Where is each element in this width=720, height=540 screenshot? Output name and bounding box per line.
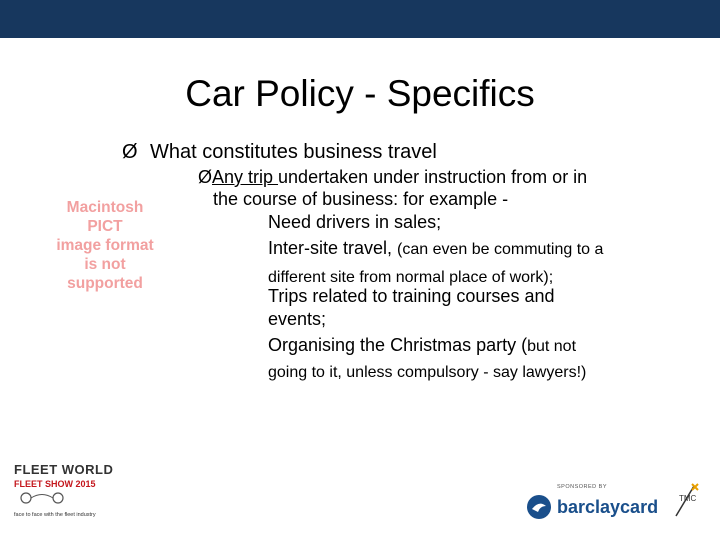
- list-item: [268, 333, 586, 385]
- list-item-text: events;: [268, 309, 327, 329]
- bullet-level2: [198, 166, 587, 188]
- bullet-level1-text: What constitutes business travel: [150, 141, 437, 163]
- bullet-level2-continuation: the course of business: for example -: [213, 189, 509, 209]
- list-item-text: Need drivers in sales;: [268, 212, 442, 232]
- list-item-note: going to it, unless compulsory - say lawyers!): [268, 364, 587, 381]
- barclaycard-logo: barclaycard: [557, 497, 659, 517]
- list-item-note: but not: [527, 338, 577, 355]
- list-item: [268, 285, 554, 331]
- bullet-level2-underlined: Any trip: [212, 167, 279, 187]
- list-item-note: different site from normal place of work);: [268, 269, 554, 286]
- bullet-level2-text: undertaken under instruction from or in: [278, 167, 588, 187]
- list-item: [268, 211, 441, 233]
- pict-placeholder-line: Macintosh PICT: [66, 199, 144, 235]
- bullet-level1: [122, 140, 437, 164]
- list-item-text: Inter-site travel,: [268, 238, 398, 258]
- tmc-label: TMC: [679, 494, 697, 503]
- sponsored-by-label: SPONSORED BY: [557, 484, 608, 490]
- list-item-note: (can even be commuting to a: [397, 241, 604, 258]
- barclaycard-eagle-icon: [526, 494, 552, 520]
- pict-placeholder-line: image format: [56, 237, 154, 254]
- list-item: [268, 235, 603, 291]
- fleet-show-label: FLEET SHOW 2015: [14, 479, 96, 489]
- list-item-text: Organising the Christmas party (: [268, 335, 528, 355]
- fleet-world-wordmark: FLEET WORLD: [14, 462, 114, 477]
- arrow-bullet-icon: Ø: [198, 167, 213, 187]
- car-outline-icon: [14, 489, 74, 505]
- pict-placeholder-line: is not supported: [67, 256, 143, 292]
- top-banner: [0, 0, 720, 38]
- pict-placeholder: [48, 198, 162, 293]
- fleet-world-logo: [14, 462, 124, 518]
- list-item-text: Trips related to training courses and: [268, 286, 555, 306]
- slide-title: Car Policy - Specifics: [185, 73, 535, 114]
- arrow-bullet-icon: Ø: [122, 141, 138, 163]
- fleet-tagline: face to face with the fleet industry: [14, 512, 96, 518]
